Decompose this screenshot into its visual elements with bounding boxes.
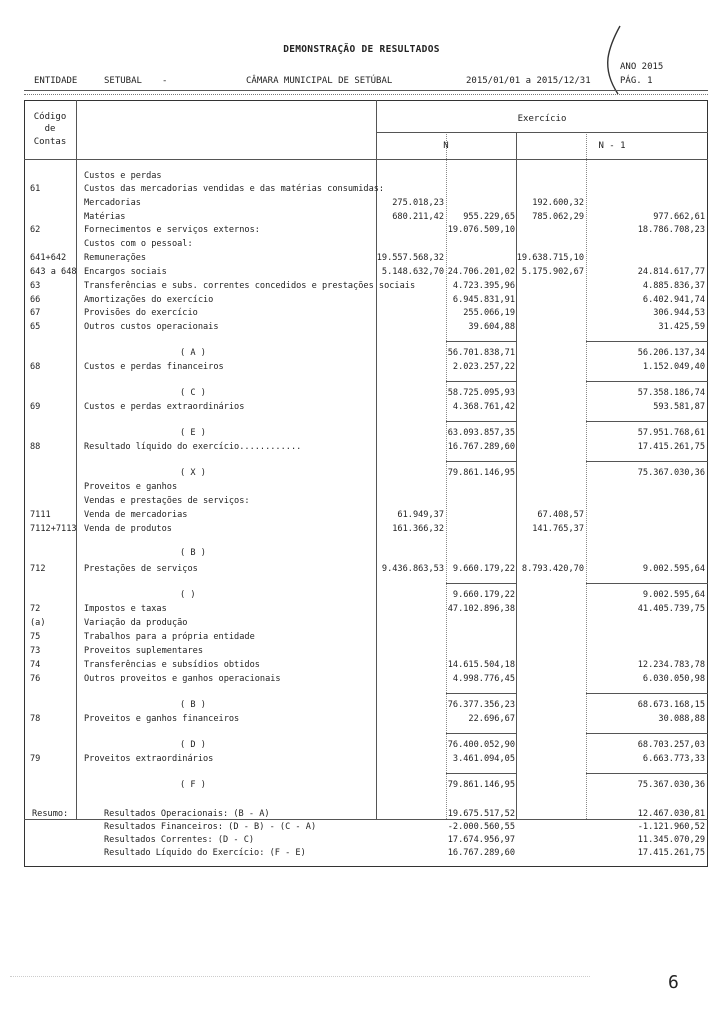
row-desc: Resultado líquido do exercício............ <box>84 442 302 452</box>
row-desc: Custos e perdas extraordinários <box>84 402 245 412</box>
value-n1: 1.152.049,40 <box>642 362 705 372</box>
subtotal-rule <box>586 693 708 694</box>
resumo-n: -2.000.560,55 <box>447 822 515 832</box>
total-label: ( X ) <box>180 468 206 478</box>
subtotal-label: ( A ) <box>180 348 206 358</box>
entidade-code: SETUBAL <box>104 76 142 86</box>
page-number: 6 <box>668 972 679 993</box>
row-desc: Proveitos suplementares <box>84 646 203 656</box>
year-label: ANO 2015 <box>620 62 664 72</box>
value-n-b: 24.706.201,02 <box>447 267 515 277</box>
subtotal-rule <box>446 773 516 774</box>
resumo-item: Resultados Operacionais: (B - A) <box>104 809 270 819</box>
header-rule-dotted <box>24 94 708 95</box>
value-n1-a: 785.062,29 <box>532 212 584 222</box>
row-desc: Amortizações do exercício <box>84 295 214 305</box>
value-n1-a: 192.600,32 <box>532 198 584 208</box>
value-n-b: 39.604,88 <box>468 322 515 332</box>
total-n1: 75.367.030,36 <box>637 780 705 790</box>
value-n1-b: 18.786.708,23 <box>637 225 705 235</box>
row-desc: Custos das mercadorias vendidas e das matérias consumidas: <box>84 184 385 194</box>
value-n1: 17.415.261,75 <box>637 442 705 452</box>
bracket-mark <box>596 24 626 96</box>
subtotal-n1: 56.206.137,34 <box>637 348 705 358</box>
subtotal-rule <box>586 381 708 382</box>
col-divider-exercise <box>376 100 377 819</box>
value-n: 2.023.257,22 <box>452 362 515 372</box>
value-n-a: 61.949,37 <box>397 510 444 520</box>
row-code: 62 <box>30 225 41 235</box>
exercise-subheader-rule <box>376 132 708 133</box>
entidade-label: ENTIDADE <box>34 76 78 86</box>
costs-title: Custos e perdas <box>84 171 162 181</box>
value-n-b: 255.066,19 <box>463 308 515 318</box>
value-n-b: 4.723.395,96 <box>452 281 515 291</box>
entity-name: CÂMARA MUNICIPAL DE SETÚBAL <box>246 76 393 86</box>
value-n1-b: 6.402.941,74 <box>642 295 705 305</box>
page-label: PÁG. 1 <box>620 76 653 86</box>
row-desc: Remunerações <box>84 253 147 263</box>
value-n1-b: 306.944,53 <box>653 308 705 318</box>
value-n1-a: 5.175.902,67 <box>521 267 584 277</box>
row-code: 641+642 <box>30 253 67 263</box>
value-n-a: 680.211,42 <box>392 212 444 222</box>
subtotal-rule <box>446 341 516 342</box>
row-desc: Proveitos extraordinários <box>84 754 214 764</box>
resumo-n1: 11.345.070,29 <box>637 835 705 845</box>
value-n1: 593.581,87 <box>653 402 705 412</box>
value-n: 16.767.289,60 <box>447 442 515 452</box>
subtotal-label: ( C ) <box>180 388 206 398</box>
value-n1: 41.405.739,75 <box>637 604 705 614</box>
header-dash: - <box>162 76 168 86</box>
total-label: ( F ) <box>180 780 206 790</box>
row-code: 712 <box>30 564 46 574</box>
col-divider-code <box>76 100 77 819</box>
row-code: 65 <box>30 322 41 332</box>
row-code: 72 <box>30 604 41 614</box>
resumo-item: Resultados Correntes: (D - C) <box>104 835 255 845</box>
col-exercicio: Exercício <box>517 114 567 124</box>
scan-artifact-line <box>10 976 590 977</box>
subtotal-rule <box>446 583 516 584</box>
value-n-a: 275.018,23 <box>392 198 444 208</box>
row-desc: Mercadorias <box>84 198 141 208</box>
row-desc: Variação da produção <box>84 618 188 628</box>
row-code: 88 <box>30 442 41 452</box>
value-n-a: 5.148.632,70 <box>381 267 444 277</box>
row-code: 63 <box>30 281 41 291</box>
row-code: 76 <box>30 674 41 684</box>
value-n1-a: 141.765,37 <box>532 524 584 534</box>
row-desc: Venda de mercadorias <box>84 510 188 520</box>
resumo-label: Resumo: <box>32 809 69 819</box>
subtotal-n: 56.701.838,71 <box>447 348 515 358</box>
row-desc: Transferências e subs. correntes concedidos e prestações sociais <box>84 281 416 291</box>
col-divider-n1 <box>516 132 517 819</box>
period: 2015/01/01 a 2015/12/31 <box>466 76 591 86</box>
value-n-a: 19.557.568,32 <box>376 253 444 263</box>
row-desc: Prestações de serviços <box>84 564 198 574</box>
value-n1-b: 31.425,59 <box>658 322 705 332</box>
subtotal-rule <box>446 733 516 734</box>
value-n1-a: 8.793.420,70 <box>521 564 584 574</box>
row-desc: Matérias <box>84 212 126 222</box>
col-de: de <box>44 124 56 134</box>
row-code: 69 <box>30 402 41 412</box>
subtotal-rule <box>586 733 708 734</box>
row-code: 79 <box>30 754 41 764</box>
value-n1-b: 9.002.595,64 <box>642 564 705 574</box>
subtotal-rule <box>586 773 708 774</box>
row-desc: Transferências e subsídios obtidos <box>84 660 260 670</box>
resumo-n: 16.767.289,60 <box>447 848 515 858</box>
row-desc: Encargos sociais <box>84 267 167 277</box>
value-n: 47.102.896,38 <box>447 604 515 614</box>
value-n-a: 9.436.863,53 <box>381 564 444 574</box>
value-n: 4.368.761,42 <box>452 402 515 412</box>
value-n: 14.615.504,18 <box>447 660 515 670</box>
income-title: Proveitos e ganhos <box>84 482 178 492</box>
row-code: 7111 <box>30 510 51 520</box>
row-desc: Custos e perdas financeiros <box>84 362 224 372</box>
subtotal-rule <box>446 421 516 422</box>
subtotal-n: 76.377.356,23 <box>447 700 515 710</box>
subtotal-rule <box>586 421 708 422</box>
subtotal-n: 58.725.095,93 <box>447 388 515 398</box>
header-rule <box>24 90 708 91</box>
subtotal-n1: 57.358.186,74 <box>637 388 705 398</box>
subtotal-rule <box>446 381 516 382</box>
row-code: 67 <box>30 308 41 318</box>
resumo-n1: 12.467.030,81 <box>637 809 705 819</box>
value-n-b: 955.229,65 <box>463 212 515 222</box>
col-codigo: Código <box>33 112 67 122</box>
row-desc: Fornecimentos e serviços externos: <box>84 225 260 235</box>
row-code: 78 <box>30 714 41 724</box>
resumo-n1: -1.121.960,52 <box>637 822 705 832</box>
value-n1-a: 67.408,57 <box>537 510 584 520</box>
value-n-b: 9.660.179,22 <box>452 564 515 574</box>
subtotal-label: ( B ) <box>180 548 206 558</box>
row-code: 66 <box>30 295 41 305</box>
value-n: 3.461.094,05 <box>452 754 515 764</box>
value-n1: 6.030.050,98 <box>642 674 705 684</box>
value-n1: 6.663.773,33 <box>642 754 705 764</box>
subtotal-n1: 68.703.257,03 <box>637 740 705 750</box>
total-n: 79.861.146,95 <box>447 780 515 790</box>
row-desc: Provisões do exercício <box>84 308 198 318</box>
resumo-n: 19.675.517,52 <box>447 809 515 819</box>
row-code: (a) <box>30 618 46 628</box>
resumo-item: Resultados Financeiros: (D - B) - (C - A) <box>104 822 317 832</box>
row-code: 75 <box>30 632 41 642</box>
value-n1-b: 24.814.617,77 <box>637 267 705 277</box>
value-n: 22.696,67 <box>468 714 515 724</box>
resumo-n: 17.674.956,97 <box>447 835 515 845</box>
row-code: 74 <box>30 660 41 670</box>
row-code: 73 <box>30 646 41 656</box>
col-divider-n1-inner <box>586 132 587 819</box>
total-n1: 75.367.030,36 <box>637 468 705 478</box>
row-code: 7112+7113 <box>30 524 77 534</box>
row-code: 61 <box>30 184 41 194</box>
value-n-a: 161.366,32 <box>392 524 444 534</box>
subtotal-label: ( B ) <box>180 700 206 710</box>
row-desc: Outros proveitos e ganhos operacionais <box>84 674 281 684</box>
total-n: 79.861.146,95 <box>447 468 515 478</box>
subtotal-label: ( ) <box>180 590 196 600</box>
row-code: 68 <box>30 362 41 372</box>
row-desc: Trabalhos para a própria entidade <box>84 632 255 642</box>
value-n1-b: 977.662,61 <box>653 212 705 222</box>
subtotal-rule <box>446 693 516 694</box>
value-n1: 12.234.783,78 <box>637 660 705 670</box>
subtotal-n1: 9.002.595,64 <box>642 590 705 600</box>
subtotal-rule <box>586 461 708 462</box>
subtotal-n: 9.660.179,22 <box>452 590 515 600</box>
row-desc: Proveitos e ganhos financeiros <box>84 714 240 724</box>
resumo-n1: 17.415.261,75 <box>637 848 705 858</box>
subtotal-label: ( E ) <box>180 428 206 438</box>
row-desc: Outros custos operacionais <box>84 322 219 332</box>
column-header-rule <box>24 159 708 160</box>
value-n1: 30.088,88 <box>658 714 705 724</box>
subtotal-n1: 57.951.768,61 <box>637 428 705 438</box>
col-contas: Contas <box>33 137 67 147</box>
subtotal-n: 63.093.857,35 <box>447 428 515 438</box>
value-n-b: 6.945.831,91 <box>452 295 515 305</box>
row-desc: Impostos e taxas <box>84 604 167 614</box>
value-n: 4.998.776,45 <box>452 674 515 684</box>
page-title: DEMONSTRAÇÃO DE RESULTADOS <box>283 44 440 55</box>
subtotal-n: 76.400.052,90 <box>447 740 515 750</box>
value-n1-a: 19.638.715,10 <box>516 253 584 263</box>
subtotal-n1: 68.673.168,15 <box>637 700 705 710</box>
subtotal-label: ( D ) <box>180 740 206 750</box>
row-code: 643 a 648 <box>30 267 77 277</box>
row-desc: Custos com o pessoal: <box>84 239 193 249</box>
value-n-b: 19.076.509,10 <box>447 225 515 235</box>
subtotal-rule <box>446 461 516 462</box>
value-n1-b: 4.885.836,37 <box>642 281 705 291</box>
row-desc: Venda de produtos <box>84 524 172 534</box>
row-desc: Vendas e prestações de serviços: <box>84 496 250 506</box>
col-n1: N - 1 <box>598 141 626 151</box>
subtotal-rule <box>586 583 708 584</box>
resumo-item: Resultado Líquido do Exercício: (F - E) <box>104 848 306 858</box>
subtotal-rule <box>586 341 708 342</box>
resumo-rule <box>24 819 708 820</box>
col-n: N <box>443 141 449 151</box>
